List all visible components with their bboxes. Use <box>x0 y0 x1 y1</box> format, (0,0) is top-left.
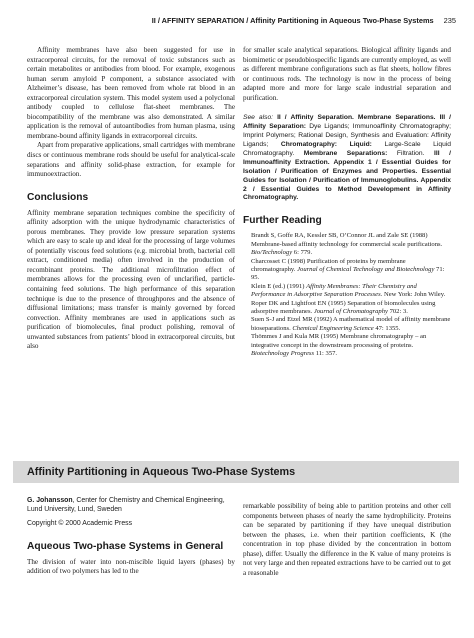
paragraph: The division of water into non-miscible liquid layers (phases) by addition of two polymers has led to the <box>27 557 235 576</box>
article-title-banner <box>13 461 459 483</box>
see-also-link[interactable]: II / Affinity Separation. Membrane Separations. <box>277 114 436 122</box>
reference-item: Charcosset C (1998) Purification of proteins by membrane chromatography. Journal of Chemical Technology and Biotechnology 71: 95. <box>251 257 445 282</box>
see-also-link[interactable]: Filtration. <box>396 149 425 157</box>
paragraph: Apart from preparative applications, small cartridges with membrane discs or continuous membrane rods should be useful for analytical-scale separations and affinity solid-phase extraction, for example for immunoextraction. <box>27 141 235 179</box>
see-also-link[interactable]: Dye Ligands; Immunoaffinity Chromatography; Imprint Polymers; Rational Design, Synthesis and Evaluation: Affinity Ligands; <box>243 123 451 148</box>
paragraph: Affinity membrane separation techniques combine the specificity of affinity adsorption with the unique hydrodynamic characteristics of porous membranes. They provide low pressure separation systems which are easy to scale up and ideal for the processing of large volumes of potentially viscous feed solutions (e.g. microbial broth, bacterial cell extract, conditioned media) often involved in the production of recombinant proteins. The additional microfiltration effect of membranes allows for the processing even of unclarified, particle-containing feed solutions. The high performance of this separation technique is due to the presence of throughpores and the absence of diffusional limitations; mass transfer is mainly governed by forced convection. Affinity membranes are used in applications such as purification of biomolecules, final product polishing, removal of unwanted substances from patients’ blood in extracorporeal circuits, but also <box>27 208 235 351</box>
article-intro-right <box>243 495 451 586</box>
see-also-label: See also: <box>243 114 274 122</box>
paragraph: Affinity membranes have also been suggested for use in extracorporeal circuits, for the removal of toxic substances such as certain metabolites or antibodies from blood. For example, exogenous human serum amyloid P component, a substance associated with Alzheimer’s disease, has been removed from whole rat blood in an extracorporeal circulation system. This model system used a polyclonal antibody coupled to cellulose flat-sheet membranes. The biocompatibility of the membrane was also demonstrated. A similar application is the removal of autoantibodies from human plasma, using membrane-bound affinity ligands in extracorporeal circuits. <box>27 46 235 140</box>
see-also-link[interactable]: Chromatography: Liquid: <box>280 141 372 148</box>
article-title: Affinity Partitioning in Aqueous Two-Phase Systems <box>27 466 296 478</box>
reference-item: Roper DK and Lightfoot EN (1995) Separation of biomolecules using adsorptive membranes. Journal of Chromatography 702: 3. <box>251 299 436 315</box>
reference-item: Klein E (ed.) (1991) Affinity Membranes: Their Chemistry and Performance in Adsorptive Separation Processes. New York: John Wiley. <box>251 282 446 299</box>
section-heading-aqueous-two-phase: Aqueous Two-phase Systems in General <box>27 541 224 552</box>
see-also-link[interactable]: III / Immunoaffinity Extraction. Appendix 1 / Essential Guides for Isolation / Purification of Enzymes and Properties. Essential Guides for Isolation / Purification of Immunoglobulins. Appendix 2 / Essential Guides to Method Development in Affinity Chromatography. <box>243 149 452 202</box>
author-affiliation: , Center for Chemistry and Chemical Engineering, Lund University, Lund, Sweden <box>27 497 225 513</box>
copyright-line: Copyright © 2000 Academic Press <box>27 520 133 527</box>
right-column <box>243 46 451 358</box>
reference-item: Suen S-J and Etzel MR (1992) A mathematical model of affinity membrane bioseparations. Chemical Engineering Science 47: 1355. <box>251 316 451 332</box>
left-column <box>27 46 235 352</box>
page-number: 235 <box>443 16 456 25</box>
article-intro-left <box>27 496 235 577</box>
see-also-block <box>243 114 451 203</box>
reference-list <box>243 232 451 358</box>
section-heading-further-reading: Further Reading <box>243 215 322 227</box>
author-line <box>27 496 235 514</box>
paragraph: remarkable possibility of being able to partition proteins and other cell components between phases of nearly the same hydrophilicity. Proteins can be separated by partitioning if they have unequal distribution between the phases, i.e. when their partition coefficients, K (the concentration in top phase divided by the concentration in bottom phase), differ. Usually the difference in the K value of many proteins is not very large and then repeated extractions have to be carried out to get a reasonable <box>243 502 451 577</box>
paragraph: for smaller scale analytical separations. Biological affinity ligands and biomimetic or pseudobiospecific ligands are currently employed, as well as different membrane configurations such as flat sheets, hollow fibres or continuous rods. The technology is now in the process of being adapted more and more for large scale industrial separation and purification. <box>243 46 451 102</box>
see-also-link[interactable]: Membrane Separations: <box>303 149 388 157</box>
running-head <box>0 16 456 30</box>
see-also-link[interactable]: Large-Scale Liquid Chromatography. <box>243 141 452 157</box>
reference-item: Brandt S, Goffe RA, Kessler SB, O’Connor JL and Zale SE (1988) Membrane-based affinity technology for commercial scale purifications. Bio/Technology 6: 779. <box>251 232 443 257</box>
reference-item: Thömmes J and Kula MR (1995) Membrane chromatography – an integrative concept in the downstream processing of proteins. Biotechnology Progress 11: 357. <box>251 333 427 358</box>
running-title: II / AFFINITY SEPARATION / Affinity Partitioning in Aqueous Two-Phase Systems <box>151 16 434 25</box>
see-also-link[interactable]: III / Affinity Separation: <box>243 114 452 131</box>
section-heading-conclusions: Conclusions <box>27 191 89 203</box>
author-name: G. Johansson <box>27 497 73 504</box>
